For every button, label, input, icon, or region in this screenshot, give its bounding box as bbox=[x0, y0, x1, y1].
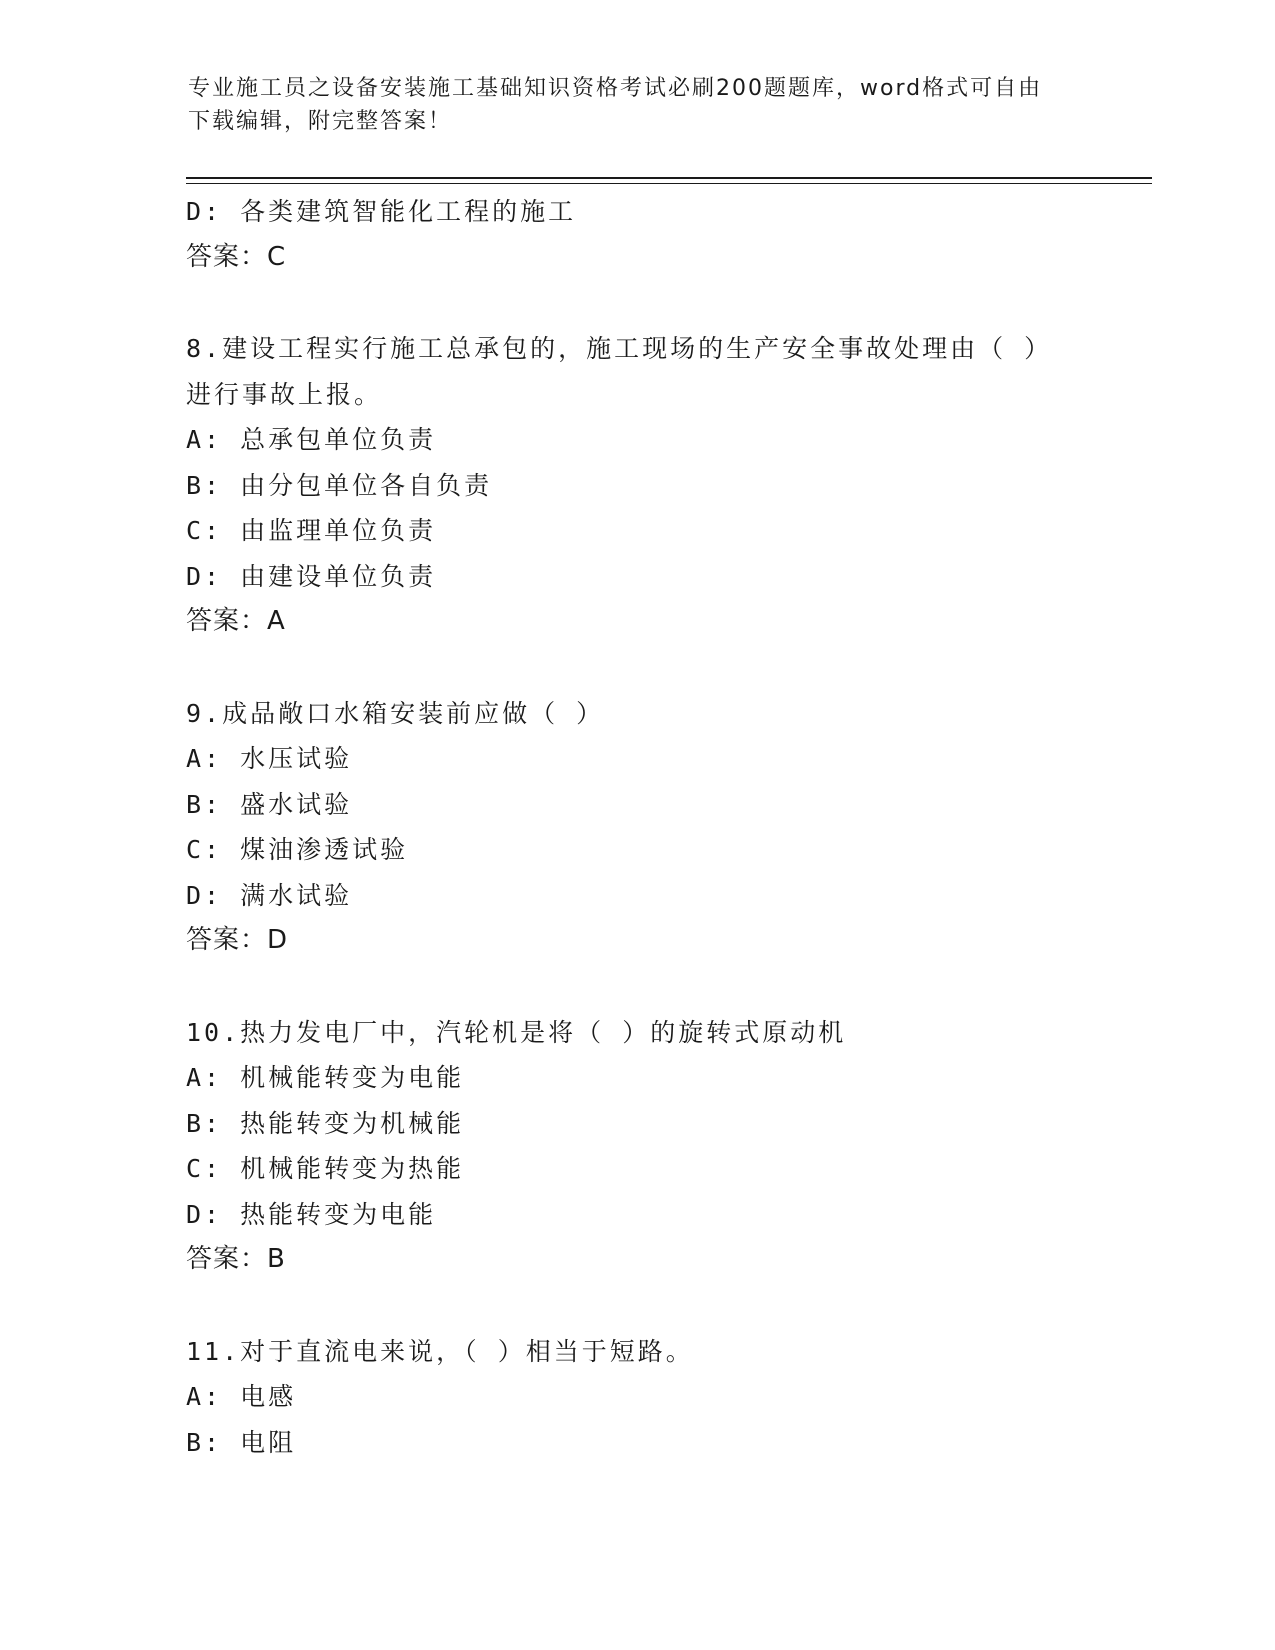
option-a: A: 机械能转变为电能 bbox=[186, 1063, 465, 1092]
question-7-tail bbox=[186, 189, 1086, 280]
question-stem: 10.热力发电厂中，汽轮机是将（ ）的旋转式原动机 bbox=[186, 1017, 847, 1047]
option-c: C: 煤油渗透试验 bbox=[186, 835, 409, 864]
question-stem: 8.建设工程实行施工总承包的，施工现场的生产安全事故处理由（ ） bbox=[186, 334, 1053, 363]
answer: 答案：A bbox=[186, 606, 286, 636]
question-11 bbox=[186, 1329, 1086, 1466]
option-d: D: 满水试验 bbox=[186, 880, 353, 910]
question-8 bbox=[186, 326, 1086, 645]
header-divider-thin bbox=[186, 183, 1152, 184]
header-line-1: 专业施工员之设备安装施工基础知识资格考试必刷200题题库，word格式可自由 bbox=[188, 76, 1043, 101]
spacer bbox=[186, 645, 1086, 691]
option-a: A: 电感 bbox=[186, 1382, 297, 1411]
answer: 答案：D bbox=[186, 925, 289, 955]
question-stem: 9.成品敞口水箱安装前应做（ ） bbox=[186, 698, 605, 728]
question-list bbox=[186, 189, 1086, 1465]
option-c: C: 机械能转变为热能 bbox=[186, 1154, 465, 1183]
spacer bbox=[186, 280, 1086, 326]
answer: 答案：B bbox=[186, 1244, 286, 1274]
question-9 bbox=[186, 691, 1086, 964]
option-a: A: 总承包单位负责 bbox=[186, 425, 437, 454]
spacer bbox=[186, 1283, 1086, 1329]
question-stem-continued: 进行事故上报。 bbox=[186, 379, 383, 409]
header-divider-thick bbox=[186, 177, 1152, 179]
document-header bbox=[188, 72, 1068, 138]
option-c: C: 由监理单位负责 bbox=[186, 516, 437, 545]
header-line-2: 下载编辑，附完整答案！ bbox=[188, 109, 453, 134]
question-stem: 11.对于直流电来说，（ ）相当于短路。 bbox=[186, 1336, 694, 1366]
option-b: B: 电阻 bbox=[186, 1427, 297, 1457]
option-d: D: 各类建筑智能化工程的施工 bbox=[186, 197, 577, 226]
option-b: B: 热能转变为机械能 bbox=[186, 1108, 465, 1138]
answer: 答案：C bbox=[186, 241, 287, 272]
option-d: D: 由建设单位负责 bbox=[186, 561, 437, 591]
option-b: B: 盛水试验 bbox=[186, 789, 353, 819]
question-10 bbox=[186, 1010, 1086, 1283]
spacer bbox=[186, 964, 1086, 1010]
option-a: A: 水压试验 bbox=[186, 744, 353, 773]
option-d: D: 热能转变为电能 bbox=[186, 1199, 437, 1229]
option-b: B: 由分包单位各自负责 bbox=[186, 470, 493, 500]
